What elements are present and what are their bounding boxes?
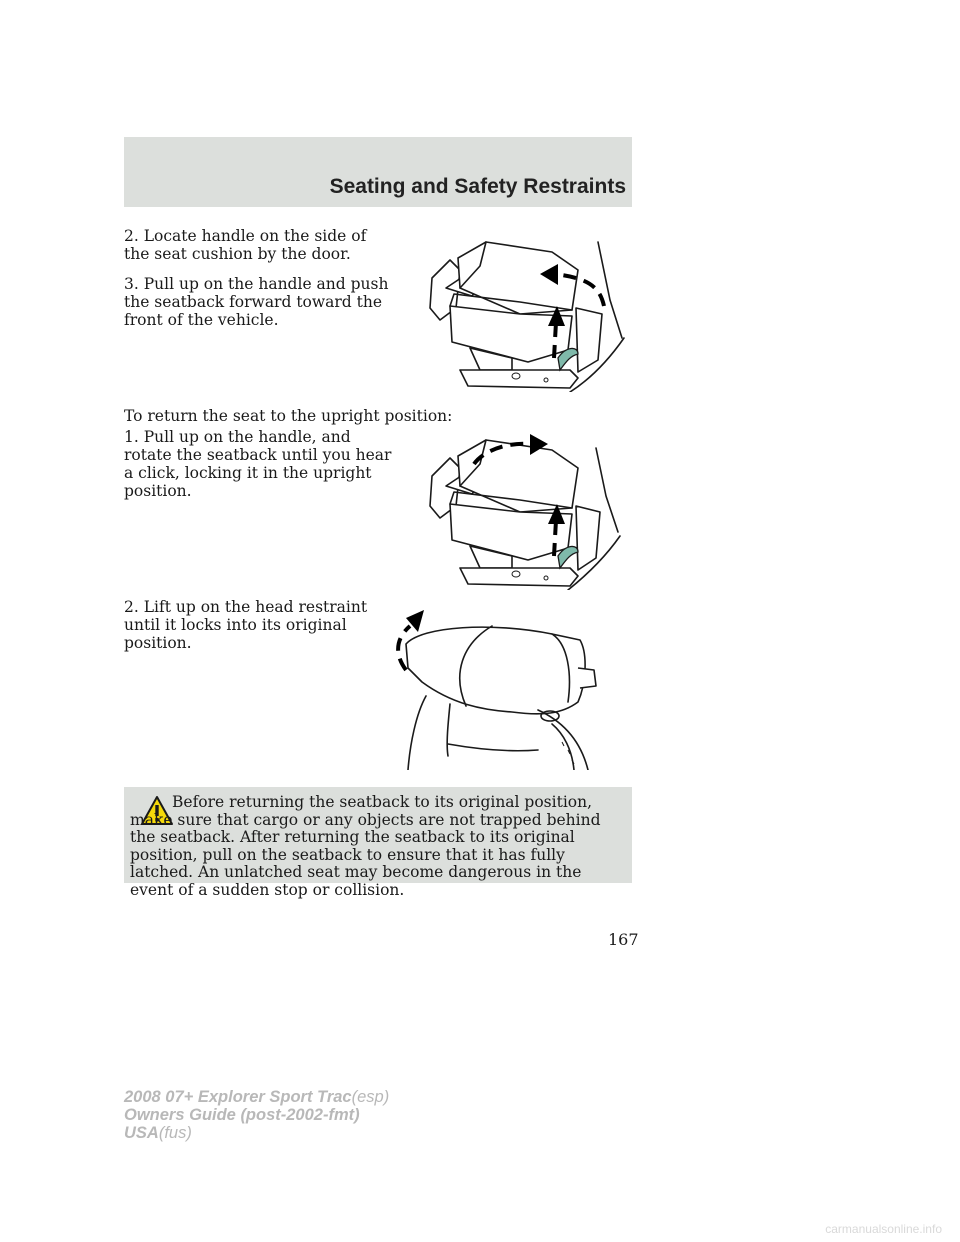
header-band [124,137,632,207]
footer [124,1088,389,1142]
footer-market-code: (fus) [158,1124,192,1142]
footer-line-1 [124,1088,389,1106]
footer-model: 2008 07+ Explorer Sport Trac [124,1088,352,1106]
step-1-rotate-seatback: 1. Pull up on the handle, and rotate the seatback until you hear a click, locking it in the upright position. [124,428,392,500]
footer-model-code: (esp) [351,1088,390,1106]
footer-market: USA [124,1124,159,1142]
seat-return-upright-illustration [420,432,630,590]
warning-box [124,787,632,899]
step-3-pull-handle: 3. Pull up on the handle and push the seatback forward toward the front of the vehicle. [124,275,389,329]
page-number: 167 [608,930,639,949]
seat-fold-forward-illustration [420,230,630,392]
footer-line-3 [124,1124,389,1142]
return-upright-intro: To return the seat to the upright position: [124,407,453,425]
footer-line-2 [124,1106,389,1124]
step-2-locate-handle: 2. Locate handle on the side of the seat cushion by the door. [124,227,367,263]
step-2-lift-head-restraint: 2. Lift up on the head restraint until it locks into its original position. [124,598,368,652]
warning-text: Before returning the seatback to its original position, make sure that cargo or any objects are not trapped behind the seatback. After returning the seatback to its original position, pull on the seatback to ensure that it has fully latched. An unlatched seat may become dangerous in the event of a sudden stop or collision. [130,793,601,899]
head-restraint-illustration [392,604,612,770]
footer-guide: Owners Guide (post-2002-fmt) [124,1106,360,1124]
watermark: carmanualsonline.info [825,1222,942,1236]
section-title: Seating and Safety Restraints [329,175,626,198]
